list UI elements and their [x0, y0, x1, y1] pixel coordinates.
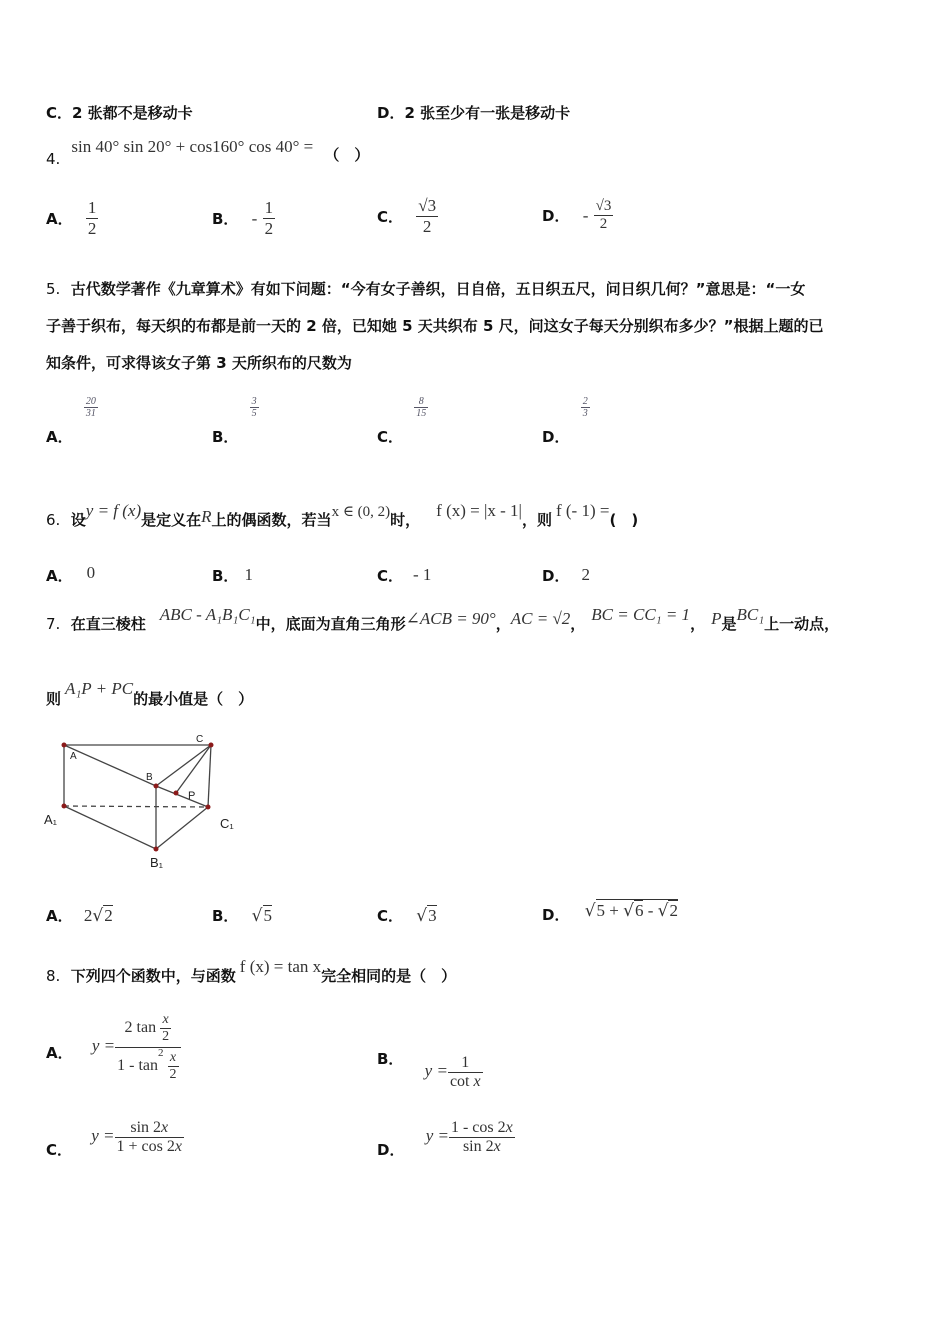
- question-8: [46, 957, 457, 986]
- option-label: A．: [46, 210, 73, 228]
- q7-option-d: [542, 903, 678, 925]
- math-ac: AC = √2: [510, 609, 571, 628]
- denominator: 2: [594, 215, 614, 233]
- denominator: 15: [416, 408, 427, 419]
- option-value: 2: [581, 565, 590, 584]
- q4-option-b: [212, 198, 275, 239]
- option-value: √5: [251, 906, 273, 926]
- option-value: y = 2 tan $\frac{x}{2}$ $1 - \tan^2$ $\frac{x}{2}$: [92, 1036, 181, 1055]
- answer-paren: （ ）: [324, 146, 370, 164]
- option-label: C．: [377, 907, 404, 925]
- option-value: 1: [244, 565, 253, 584]
- prism-figure: [40, 728, 250, 873]
- denominator: 2: [87, 219, 97, 238]
- minus-sign: -: [582, 205, 589, 225]
- option-label: C．: [377, 428, 404, 446]
- math-angle: ∠ACB = 90°: [405, 609, 496, 628]
- option-label: D．: [542, 207, 570, 225]
- question-text: 上一动点，: [764, 615, 840, 633]
- option-label: D．: [542, 567, 570, 585]
- question-text: 古代数学著作《九章算术》有如下问题：“今有女子善织，日自倍，五日织五尺，问日织几何？”意思是：“一女: [70, 280, 806, 298]
- q8-option-a: [46, 1012, 181, 1083]
- question-text: 中，底面为直角三角形: [255, 615, 406, 633]
- option-text: 2 张都不是移动卡: [72, 104, 193, 122]
- option-label: B．: [212, 210, 239, 228]
- question-text: ，则: [521, 511, 552, 529]
- q6-option-a: [46, 565, 95, 586]
- edge-b1c1: [156, 807, 208, 849]
- question-4: [46, 136, 370, 168]
- q8-option-b: [377, 1048, 483, 1090]
- option-value: √3: [416, 906, 437, 926]
- q4-expression: sin 40° sin 20° + cos160° cos 40° =: [71, 137, 314, 156]
- fraction: [416, 196, 438, 237]
- option-label: B．: [377, 1050, 404, 1068]
- separator: ，: [690, 615, 706, 633]
- q3-option-c: [46, 102, 193, 123]
- edge-bc: [156, 745, 211, 786]
- point-b1: [154, 847, 159, 852]
- q5-line-2: 子善于织布，每天织的布都是前一天的 2 倍，已知她 5 天共织布 5 尺，问这女子每天分别织布多少？”根据上题的已: [46, 317, 824, 335]
- q5-option-a: [46, 396, 98, 446]
- question-number: 4.: [46, 150, 61, 168]
- answer-paren: ( ): [609, 511, 639, 529]
- fraction: [84, 396, 98, 419]
- minus-sign: -: [251, 208, 258, 228]
- edge-cc1: [208, 745, 211, 807]
- numerator: 1: [87, 198, 97, 217]
- question-text: 上的偶函数，若当: [211, 511, 332, 529]
- q7-option-b: [212, 905, 272, 926]
- q5-option-b: [212, 396, 259, 446]
- math-domain: x ∈ (0, 2): [331, 504, 391, 520]
- point-c1: [206, 805, 211, 810]
- numerator: 3: [251, 396, 257, 407]
- numerator: 2: [582, 396, 588, 407]
- edge-a1c1-hidden: [64, 806, 208, 807]
- math-f-neg1: f (- 1) =: [555, 501, 610, 520]
- option-label: A．: [46, 907, 73, 925]
- point-b: [154, 784, 159, 789]
- fraction: [581, 396, 590, 419]
- q7-option-a: [46, 905, 113, 926]
- q6-option-b: [212, 565, 253, 586]
- point-p: [174, 791, 179, 796]
- question-text: 设: [70, 511, 86, 529]
- point-a1: [62, 804, 67, 809]
- q6-option-c: [377, 565, 431, 586]
- label-b1: B₁: [150, 855, 164, 870]
- option-label: C．: [377, 208, 404, 226]
- denominator: 5: [251, 408, 257, 419]
- label-c: C: [196, 734, 204, 745]
- option-label: D．: [542, 906, 570, 924]
- question-text: 是定义在: [141, 511, 202, 529]
- q4-option-a: [46, 198, 98, 239]
- question-number: 6.: [46, 511, 61, 529]
- question-7: [46, 605, 840, 634]
- edge-bc1: [156, 786, 208, 807]
- denominator: 2: [416, 216, 438, 237]
- option-label: A．: [46, 1044, 73, 1062]
- q8-option-d: [377, 1119, 515, 1160]
- q6-option-d: [542, 565, 590, 586]
- q4-option-c: [377, 196, 438, 237]
- option-label: A．: [46, 567, 73, 585]
- option-value: - 1: [413, 565, 432, 584]
- numerator: √3: [595, 198, 612, 214]
- fraction: [594, 198, 614, 233]
- numerator: 20: [85, 396, 96, 407]
- question-text: 完全相同的是（ ）: [321, 967, 457, 985]
- numerator: 1: [264, 198, 274, 217]
- label-c1: C₁: [220, 816, 234, 831]
- q5-line-3: 知条件，可求得该女子第 3 天所织布的尺数为: [46, 354, 352, 372]
- point-c: [209, 743, 214, 748]
- separator: ，: [570, 615, 586, 633]
- option-label: C．: [377, 567, 404, 585]
- denominator: 2: [264, 219, 274, 238]
- question-text: 下列四个函数中，与函数: [70, 967, 236, 985]
- math-tan: f (x) = tan x: [239, 957, 322, 976]
- label-b: B: [146, 772, 153, 783]
- q3-option-d: [377, 102, 570, 123]
- option-value: 0: [86, 563, 96, 582]
- option-value: y = $\frac{1 - \cos 2x}{\sin 2x}$: [425, 1119, 513, 1155]
- option-text: 2 张至少有一张是移动卡: [404, 104, 571, 122]
- q5-option-d: [542, 396, 590, 446]
- option-label: B．: [212, 567, 239, 585]
- question-text: 时，: [390, 511, 421, 529]
- math-bc1: BC₁: [736, 605, 765, 624]
- option-value: 2√2: [83, 906, 113, 926]
- question-text: 在直三棱柱: [70, 615, 146, 633]
- label-a: A: [70, 751, 77, 762]
- option-value: y = $\frac{\sin 2x}{1 + \cos 2x}$: [91, 1119, 182, 1155]
- fraction: [263, 198, 276, 239]
- math-bc: BC = CC₁ = 1: [591, 605, 691, 624]
- q4-option-d: [542, 198, 613, 233]
- option-value: √5 + √6 - √2: [584, 901, 678, 921]
- option-label: D．: [542, 428, 570, 446]
- option-label: C．: [46, 1141, 73, 1160]
- point-a: [62, 743, 67, 748]
- question-5: [46, 271, 916, 382]
- denominator: 31: [85, 408, 96, 419]
- segment-pc: [176, 745, 211, 793]
- option-label: B．: [212, 907, 239, 925]
- math-a1p-pc: A₁P + PC: [65, 679, 134, 698]
- question-number: 5.: [46, 280, 61, 298]
- q5-option-c: [377, 396, 428, 446]
- question-text: 则: [46, 690, 62, 708]
- edge-ab: [64, 745, 156, 786]
- option-label: C．: [46, 104, 73, 122]
- q7-option-c: [377, 905, 437, 926]
- option-value: y = $\frac{1}{\text{cot x}}$: [424, 1054, 481, 1090]
- question-text: 是: [721, 615, 737, 633]
- math-y-eq-fx: y = f (x): [85, 501, 142, 520]
- edge-a1b1: [64, 806, 156, 849]
- question-text: 的最小值是（ ）: [133, 690, 254, 708]
- math-prism: ABC - A₁B₁C₁: [159, 605, 256, 624]
- fraction: [414, 396, 428, 419]
- label-p: P: [188, 790, 196, 802]
- option-label: D．: [377, 104, 405, 122]
- question-6: [46, 501, 639, 530]
- question-number: 7.: [46, 615, 61, 633]
- q8-option-c: [46, 1119, 184, 1160]
- option-label: A．: [46, 428, 73, 446]
- fraction: [86, 198, 99, 239]
- question-number: 8.: [46, 967, 61, 985]
- separator: ，: [495, 615, 511, 633]
- fraction: [250, 396, 259, 419]
- numerator: √3: [418, 196, 437, 215]
- label-a1: A₁: [44, 812, 58, 827]
- option-label: D．: [377, 1141, 405, 1160]
- denominator: 3: [582, 408, 588, 419]
- question-7-line-2: [46, 679, 254, 709]
- math-R: R: [201, 507, 212, 526]
- q5-line-1: [46, 271, 916, 308]
- option-label: B．: [212, 428, 239, 446]
- math-p: P: [711, 609, 722, 628]
- numerator: 8: [418, 396, 424, 407]
- math-fx-def: f (x) = |x - 1|: [436, 501, 522, 520]
